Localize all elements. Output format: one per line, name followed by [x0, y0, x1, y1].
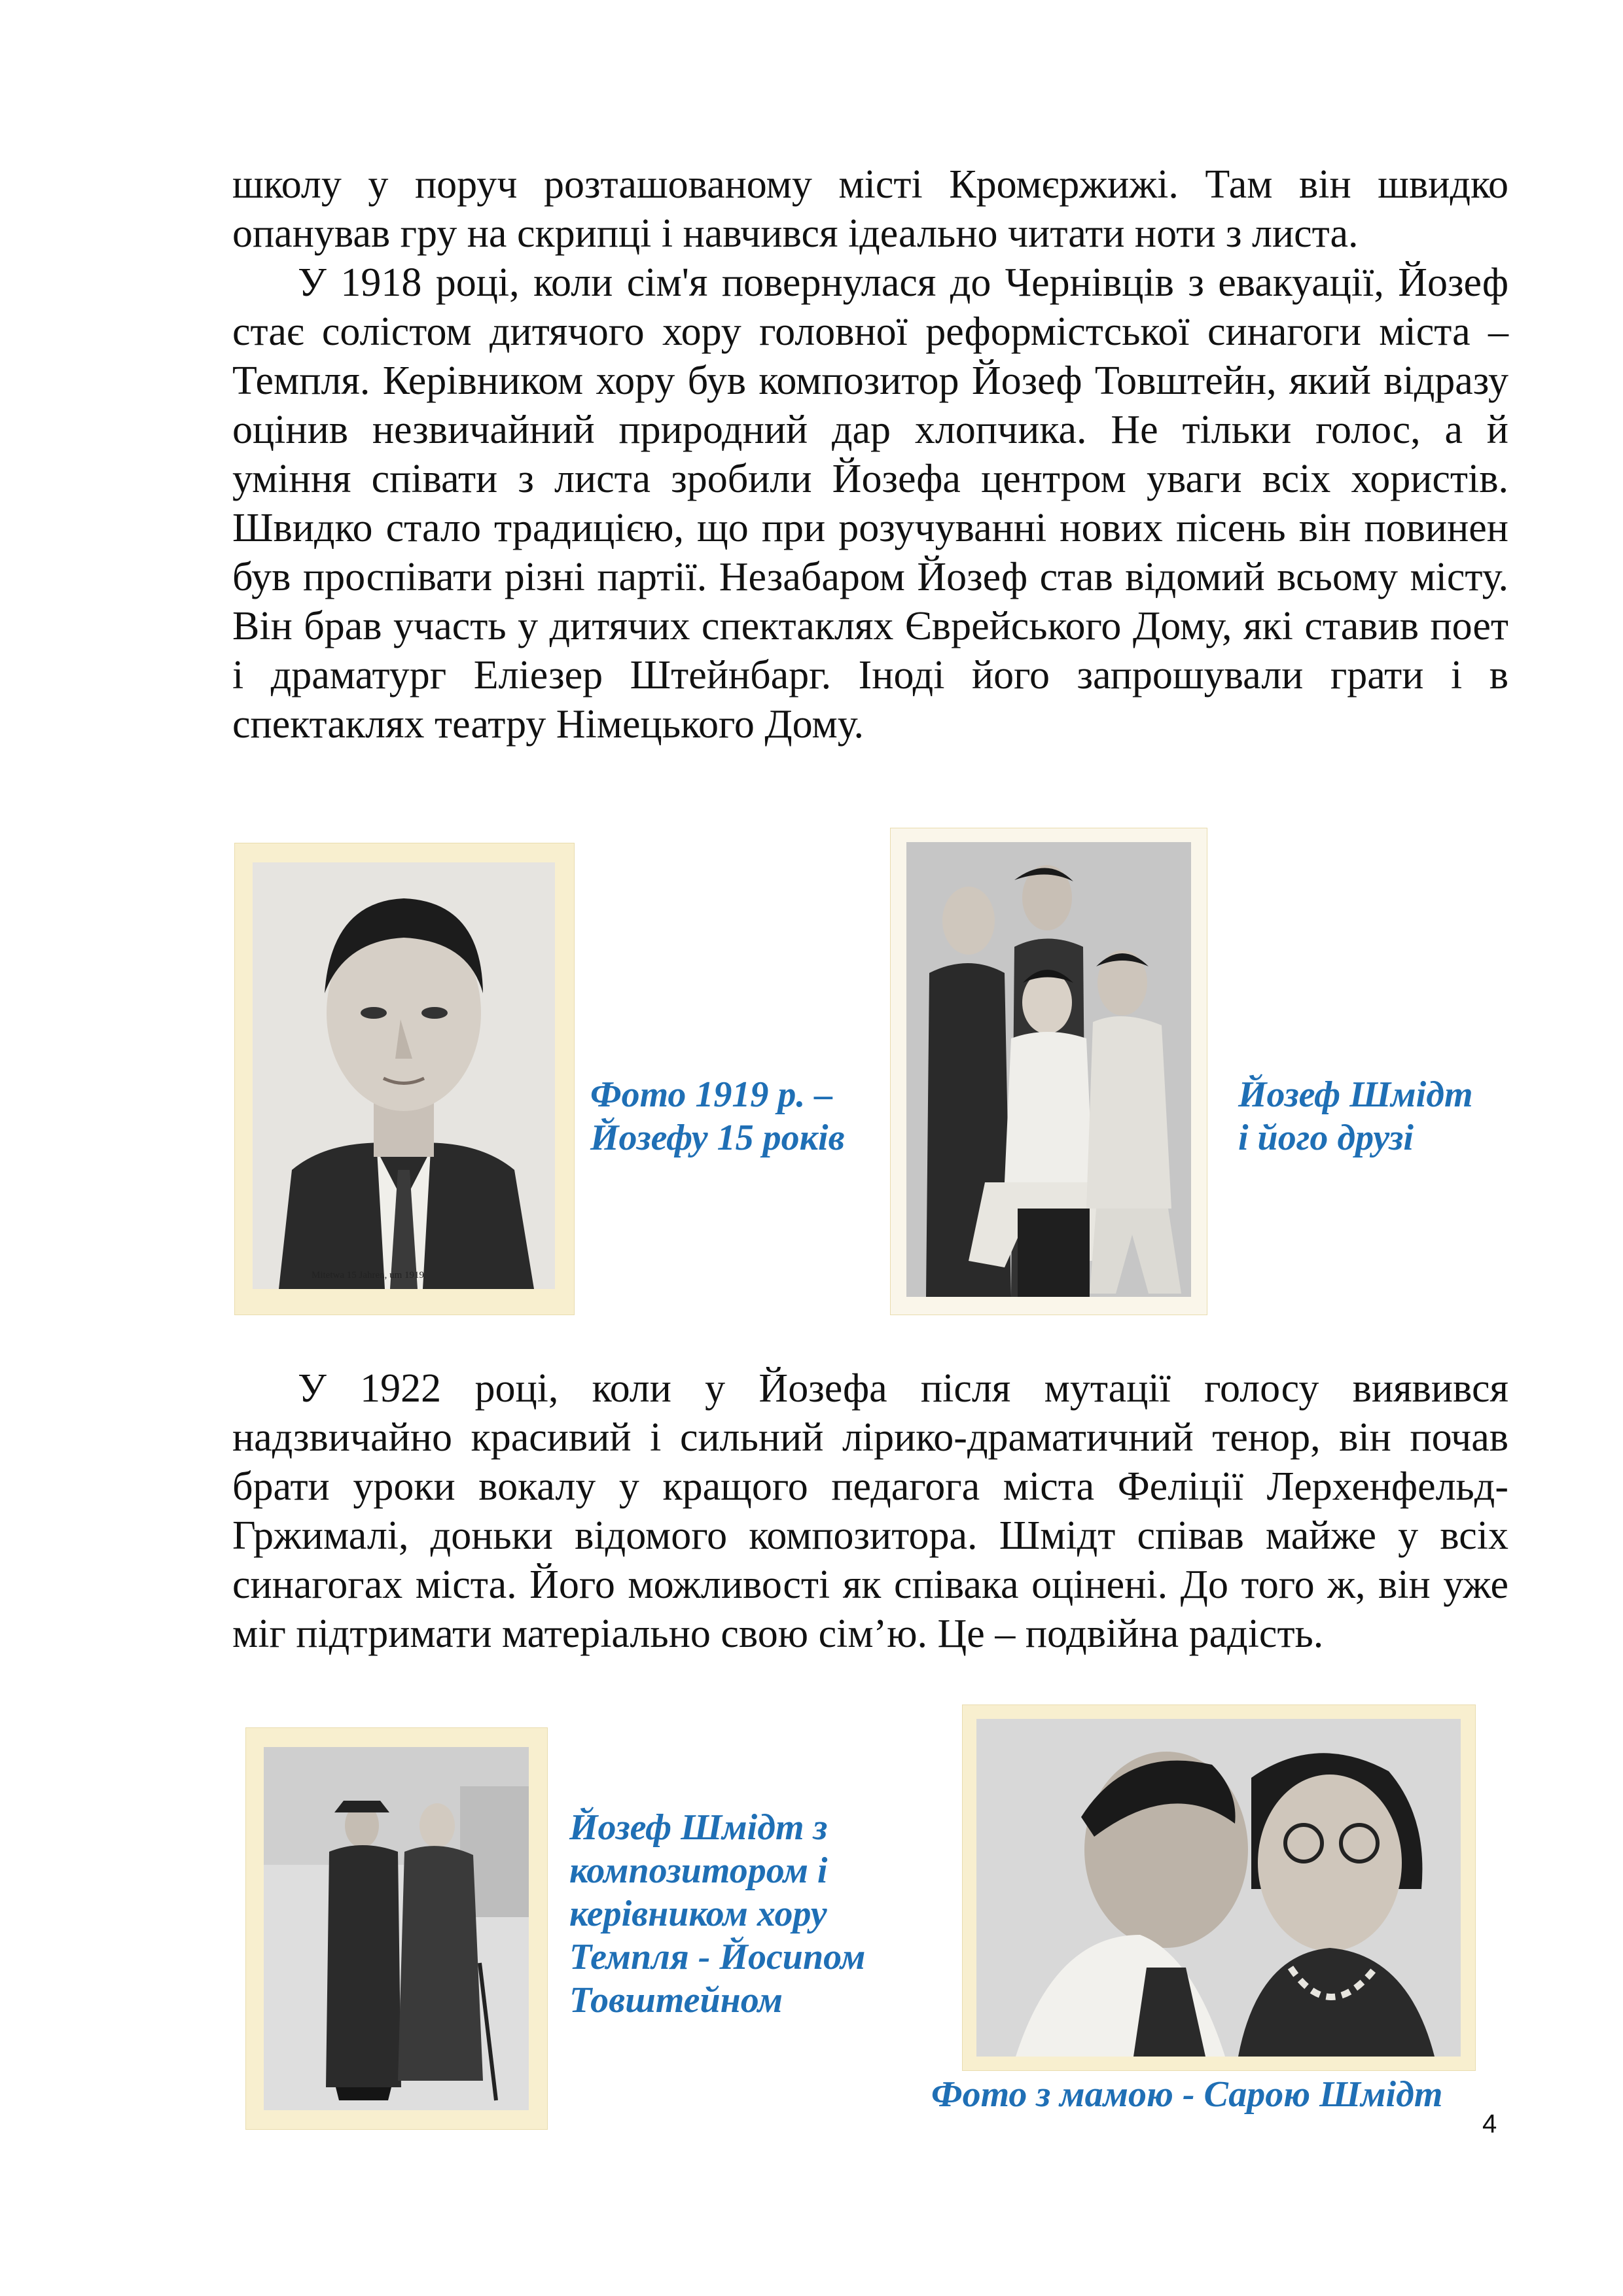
page-number: 4 [1482, 2110, 1497, 2138]
caption-with-composer: Йозеф Шмідт з композитором і керівником хору Темпля - Йосипом Товштейном [569, 1807, 866, 2021]
caption-with-mother: Фото з мамою - Сарою Шмідт [931, 2074, 1443, 2115]
caption-with-friends: Йозеф Шмідт і його друзі [1238, 1074, 1473, 1158]
friends-photo-frame [890, 828, 1207, 1315]
portrait-photo [253, 862, 555, 1289]
caption-portrait-1919: Фото 1919 р. – Йозефу 15 років [590, 1074, 845, 1158]
composer-image [264, 1747, 529, 2110]
friends-photo [906, 842, 1191, 1297]
paragraph-1918: У 1918 році, коли сім'я повернулася до Чернівців з евакуації, Йозеф стає солістом дитячого хору головної реформістської синагоги міста – Темпля. Керівником хору був композитор Йозеф Товштейн, який відразу оцінив незвичайний природний дар хлопчика. Не тільки голос, а й уміння співати з листа зробили Йозефа центром уваги всіх хористів. Швидко стало традицією, що при розучуванні нових пісень він повинен був проспівати різні партії. Незабаром Йозеф став відомий всьому місту. Він брав участь у дитячих спектаклях Єврейського Дому, які ставив поет і драматург Еліезер Штейнбарг. Іноді його запрошували грати і в спектаклях театру Німецького Дому. [232, 260, 1508, 747]
paragraph-1922: У 1922 році, коли у Йозефа після мутації голосу виявився надзвичайно красивий і сильний лірико-драматичний тенор, він почав брати уроки вокалу у кращого педагога міста Феліції Лерхенфельд-Гржималі, доньки відомого композитора. Шмідт співав майже у всіх синагогах міста. Його можливості як співака оцінені. До того ж, він уже міг підтримати матеріально свою сім’ю. Це – подвійна радість. [232, 1366, 1508, 1656]
portrait-image [253, 862, 555, 1289]
friends-image [906, 842, 1191, 1297]
composer-photo-frame [245, 1727, 548, 2130]
portrait-photo-frame [234, 843, 575, 1315]
mother-photo [976, 1719, 1461, 2057]
portrait-handwritten-note: Mitetwa 15 Jahren, um 1919 [312, 1270, 425, 1280]
composer-photo [264, 1747, 529, 2110]
paragraph-continuation: школу у поруч розташованому місті Кромєржижі. Там він швидко опанував гру на скрипці і навчився ідеально читати ноти з листа. [232, 162, 1508, 256]
mother-image [976, 1719, 1461, 2057]
mother-photo-frame [962, 1704, 1476, 2071]
